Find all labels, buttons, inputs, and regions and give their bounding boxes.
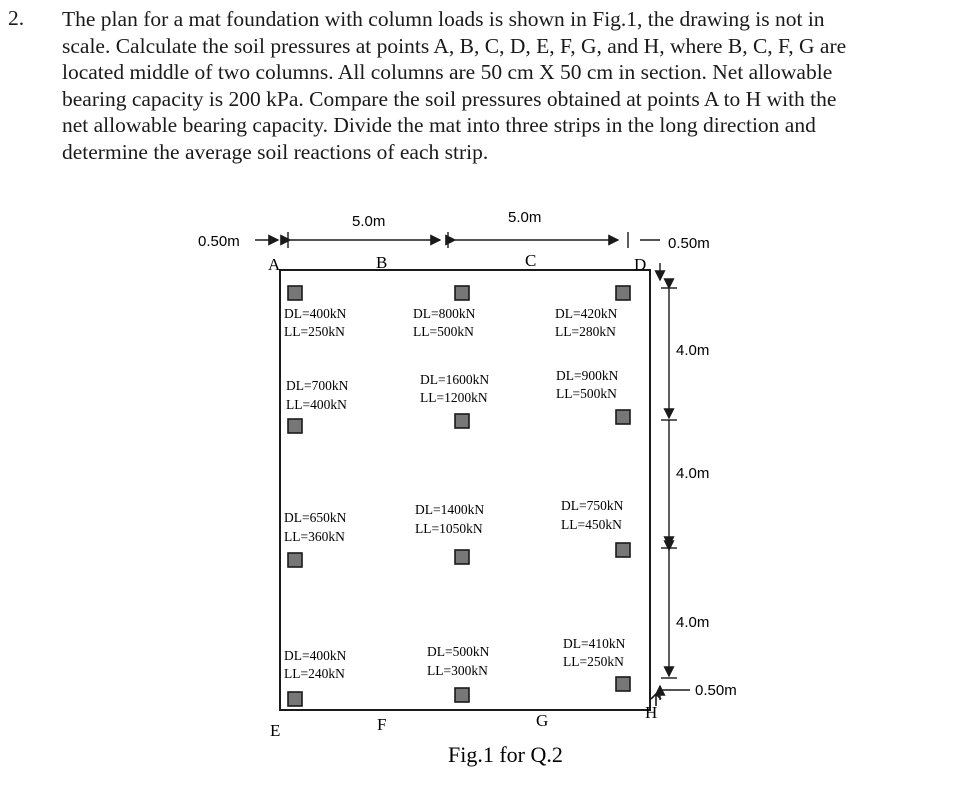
point-f-label: F <box>377 715 387 734</box>
column-b2-dl: DL=1600kN <box>420 372 490 387</box>
column-b3 <box>616 410 630 424</box>
dim-bottom-edge: 0.50m <box>695 682 737 699</box>
column-d1-dl: DL=400kN <box>284 648 347 663</box>
column-c1-ll: LL=360kN <box>284 529 345 544</box>
question-number: 2. <box>8 6 25 30</box>
column-a2-ll: LL=500kN <box>413 324 474 339</box>
column-b2-ll: LL=1200kN <box>420 390 488 405</box>
column-a3-ll: LL=280kN <box>555 324 616 339</box>
column-d1-ll: LL=240kN <box>284 666 345 681</box>
point-e-label: E <box>270 721 281 740</box>
point-a-label: A <box>268 255 281 274</box>
dim-span-1: 5.0m <box>352 213 386 230</box>
point-b-label: B <box>376 253 388 272</box>
column-d3-ll: LL=250kN <box>563 654 624 669</box>
dim-span-2: 5.0m <box>508 209 542 226</box>
column-a2 <box>455 286 469 300</box>
dim-right-top-edge: 0.50m <box>668 235 710 252</box>
point-h-label: H <box>645 703 658 722</box>
column-c2-dl: DL=1400kN <box>415 502 485 517</box>
column-d1 <box>288 692 302 706</box>
column-d3-dl: DL=410kN <box>563 636 626 651</box>
problem-line-2: scale. Calculate the soil pressures at points A, B, C, D, E, F, G, and H, where B, C, F, G are <box>62 33 847 58</box>
dim-row-3: 4.0m <box>676 614 710 631</box>
column-b1-dl: DL=700kN <box>286 378 349 393</box>
column-d3 <box>616 677 630 691</box>
column-c1-dl: DL=650kN <box>284 510 347 525</box>
column-d2-ll: LL=300kN <box>427 663 488 678</box>
dim-row-1: 4.0m <box>676 342 710 359</box>
column-b1-ll: LL=400kN <box>286 397 347 412</box>
column-d2 <box>455 688 469 702</box>
column-c3 <box>616 543 630 557</box>
column-b3-dl: DL=900kN <box>556 368 619 383</box>
column-b2 <box>455 414 469 428</box>
column-b1 <box>288 419 302 433</box>
column-a2-dl: DL=800kN <box>413 306 476 321</box>
problem-line-3: located middle of two columns. All columns are 50 cm X 50 cm in section. Net allowable <box>62 60 833 84</box>
column-c3-dl: DL=750kN <box>561 498 624 513</box>
column-c2-ll: LL=1050kN <box>415 521 483 536</box>
dim-left-edge: 0.50m <box>198 233 240 250</box>
column-d2-dl: DL=500kN <box>427 644 490 659</box>
problem-line-5: net allowable bearing capacity. Divide the mat into three strips in the long direction and <box>62 113 816 137</box>
column-a1-dl: DL=400kN <box>284 306 347 321</box>
figure-caption: Fig.1 for Q.2 <box>448 742 563 767</box>
point-d-label: D <box>634 255 647 274</box>
problem-line-6: determine the average soil reactions of each strip. <box>62 139 489 164</box>
column-c1 <box>288 553 302 567</box>
column-a1-ll: LL=250kN <box>284 324 345 339</box>
point-c-label: C <box>525 251 537 270</box>
problem-line-1: The plan for a mat foundation with column loads is shown in Fig.1, the drawing is not in <box>62 7 825 31</box>
column-c3-ll: LL=450kN <box>561 517 622 532</box>
problem-line-4: bearing capacity is 200 kPa. Compare the soil pressures obtained at points A to H with the <box>62 86 837 111</box>
column-a1 <box>288 286 302 300</box>
column-a3 <box>616 286 630 300</box>
point-g-label: G <box>536 711 549 730</box>
column-a3-dl: DL=420kN <box>555 306 618 321</box>
top-dimensions <box>255 232 660 248</box>
column-c2 <box>455 550 469 564</box>
dim-row-2: 4.0m <box>676 465 710 482</box>
column-b3-ll: LL=500kN <box>556 386 617 401</box>
